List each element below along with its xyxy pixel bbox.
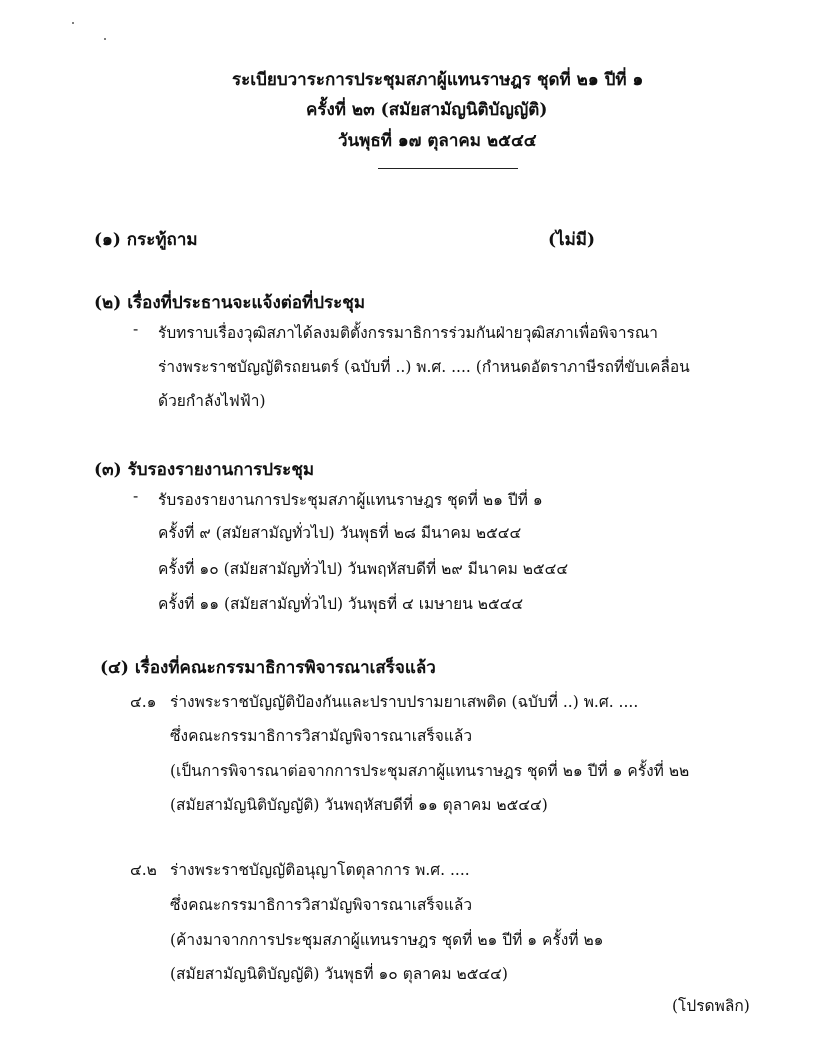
section-1-heading: (๑) กระทู้ถาม: [94, 230, 198, 250]
agenda-title: ระเบียบวาระการประชุมสภาผู้แทนราษฎร ชุดที่ ๒๑ ปีที่ ๑: [232, 70, 644, 90]
item-4-2-line: ร่างพระราชบัญญัติอนุญาโตตุลาการ พ.ศ. ....: [170, 861, 470, 879]
section-2-line: รับทราบเรื่องวุฒิสภาได้ลงมติตั้งกรรมาธิการร่วมกันฝ่ายวุฒิสภาเพื่อพิจารณา: [158, 324, 658, 342]
session-number: ครั้งที่ ๒๓ (สมัยสามัญนิติบัญญัติ): [306, 100, 548, 120]
section-2-line: ร่างพระราชบัญญัติรถยนตร์ (ฉบับที่ ..) พ.ศ. .... (กำหนดอัตราภาษีรถที่ขับเคลื่อน: [158, 358, 690, 376]
turn-over-note: (โปรดพลิก): [672, 997, 750, 1015]
item-4-1-line: ซึ่งคณะกรรมาธิการวิสามัญพิจารณาเสร็จแล้ว: [170, 727, 473, 745]
item-4-2-number: ๔.๒: [130, 861, 157, 879]
section-2-bullet: -: [133, 320, 139, 338]
section-3-line: ครั้งที่ ๑๑ (สมัยสามัญทั่วไป) วันพุธที่ ๔ เมษายน ๒๕๔๔: [158, 595, 524, 613]
item-4-2-line: (สมัยสามัญนิติบัญญัติ) วันพุธที่ ๑๐ ตุลาคม ๒๕๔๔): [170, 965, 508, 983]
title-underline: [378, 168, 518, 169]
item-4-2-line: ซึ่งคณะกรรมาธิการวิสามัญพิจารณาเสร็จแล้ว: [170, 896, 473, 914]
section-1-note: (ไม่มี): [548, 230, 596, 250]
section-3-line: ครั้งที่ ๙ (สมัยสามัญทั่วไป) วันพุธที่ ๒๘ มีนาคม ๒๕๔๔: [158, 524, 522, 542]
section-3-line: รับรองรายงานการประชุมสภาผู้แทนราษฎร ชุดที่ ๒๑ ปีที่ ๑: [158, 491, 543, 509]
section-4-heading: (๔) เรื่องที่คณะกรรมาธิการพิจารณาเสร็จแล้ว: [100, 658, 436, 678]
item-4-1-line: ร่างพระราชบัญญัติป้องกันและปราบปรามยาเสพติด (ฉบับที่ ..) พ.ศ. ....: [170, 693, 639, 711]
section-2-line: ด้วยกำลังไฟฟ้า): [158, 392, 266, 410]
section-3-line: ครั้งที่ ๑๐ (สมัยสามัญทั่วไป) วันพฤหัสบดีที่ ๒๙ มีนาคม ๒๕๔๔: [158, 560, 569, 578]
item-4-1-number: ๔.๑: [130, 693, 157, 711]
section-3-heading: (๓) รับรองรายงานการประชุม: [94, 460, 315, 480]
scan-speck: [72, 22, 74, 24]
item-4-1-line: (เป็นการพิจารณาต่อจากการประชุมสภาผู้แทนราษฎร ชุดที่ ๒๑ ปีที่ ๑ ครั้งที่ ๒๒: [170, 762, 690, 780]
section-2-heading: (๒) เรื่องที่ประธานจะแจ้งต่อที่ประชุม: [94, 293, 366, 313]
item-4-1-line: (สมัยสามัญนิติบัญญัติ) วันพฤหัสบดีที่ ๑๑ ตุลาคม ๒๕๔๔): [170, 796, 548, 814]
session-date: วันพุธที่ ๑๗ ตุลาคม ๒๕๔๔: [338, 131, 537, 151]
scan-speck: [104, 38, 106, 40]
item-4-2-line: (ค้างมาจากการประชุมสภาผู้แทนราษฎร ชุดที่ ๒๑ ปีที่ ๑ ครั้งที่ ๒๑: [170, 931, 604, 949]
section-3-bullet: -: [133, 487, 139, 505]
